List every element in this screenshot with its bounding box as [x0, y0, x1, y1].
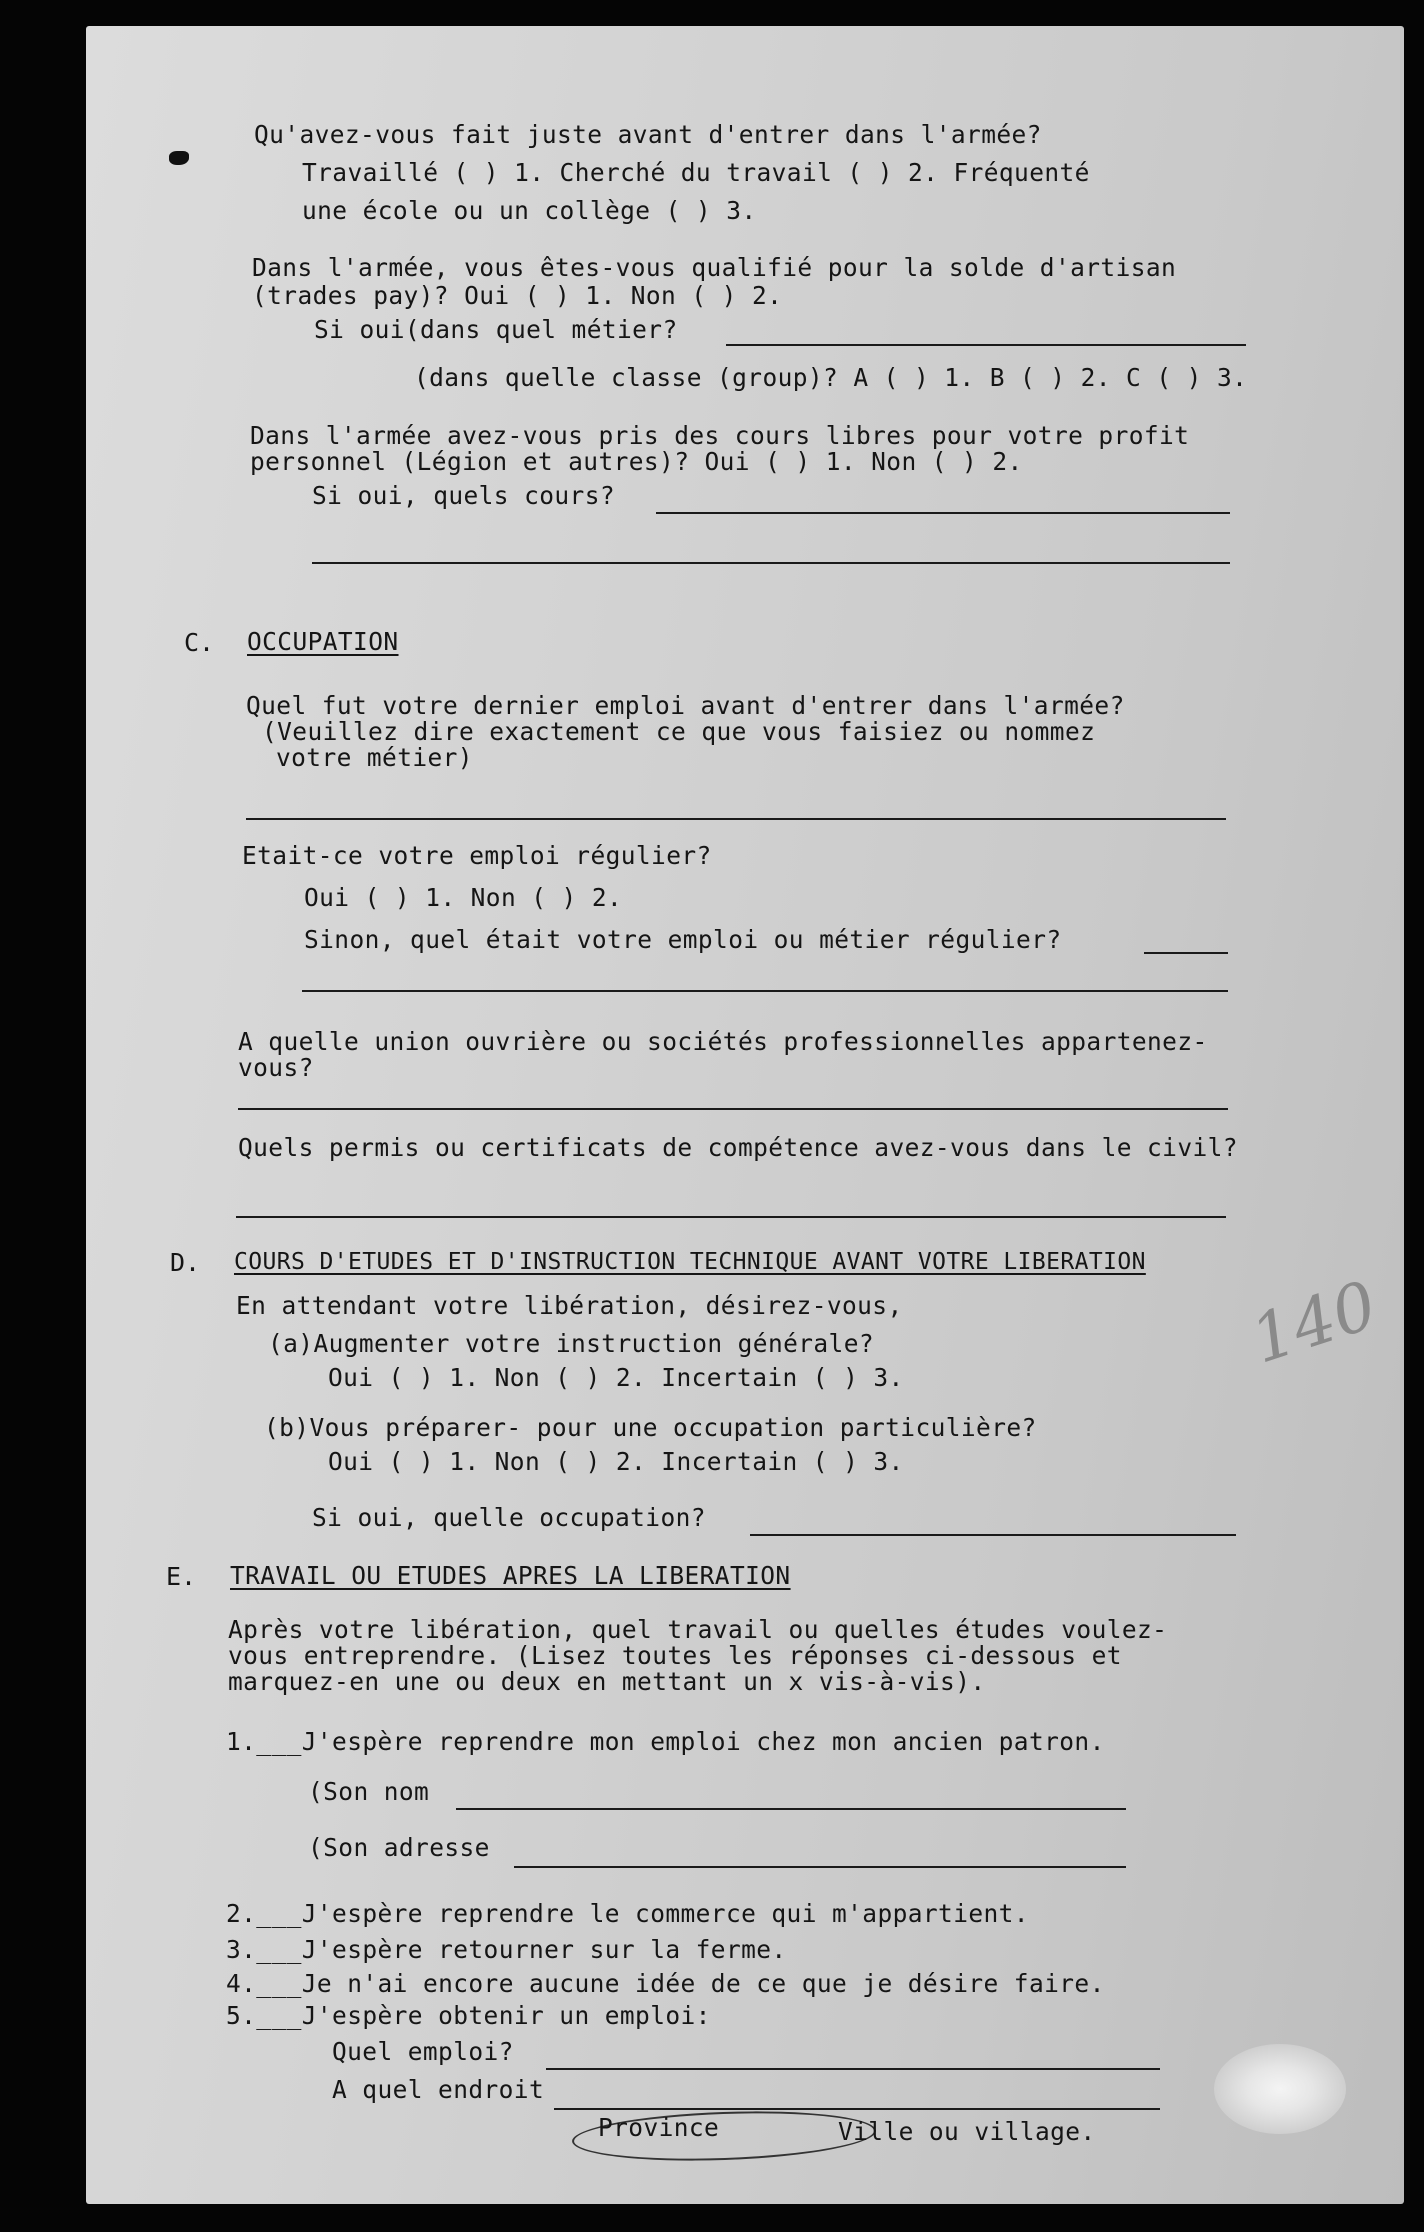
- section-e-intro-3: marquez-en une ou deux en mettant un x vis-à-vis).: [228, 1667, 986, 1696]
- q-regular-job: Etait-ce votre emploi régulier?: [242, 841, 712, 870]
- q-d-b: (b)Vous préparer- pour une occupation particulière?: [264, 1413, 1037, 1442]
- desired-location-line[interactable]: [554, 2108, 1160, 2110]
- q-trades-pay-trade: Si oui(dans quel métier?: [314, 315, 678, 344]
- permits-answer-line[interactable]: [236, 1216, 1226, 1218]
- last-job-answer-line[interactable]: [246, 818, 1226, 820]
- q-courses-line2: personnel (Légion et autres)? Oui ( ) 1. Non ( ) 2.: [250, 447, 1023, 476]
- e-option-5: 5.___J'espère obtenir un emploi:: [226, 2001, 711, 2030]
- courses-answer-line-2[interactable]: [312, 562, 1230, 564]
- form-page: [86, 26, 1404, 2204]
- section-e-letter: E.: [166, 1562, 197, 1591]
- regular-job-answer-line-1[interactable]: [1144, 952, 1228, 954]
- e-option-2: 2.___J'espère reprendre le commerce qui m'appartient.: [226, 1899, 1029, 1928]
- d-occupation-answer-line[interactable]: [750, 1534, 1236, 1536]
- town-label: Ville ou village.: [838, 2117, 1096, 2146]
- e-option-1: 1.___J'espère reprendre mon emploi chez mon ancien patron.: [226, 1727, 1105, 1756]
- q-d-b-options: Oui ( ) 1. Non ( ) 2. Incertain ( ) 3.: [328, 1447, 904, 1476]
- q-regular-if-not: Sinon, quel était votre emploi ou métier régulier?: [304, 925, 1062, 954]
- q-trades-pay-group: (dans quelle classe (group)? A ( ) 1. B ( ) 2. C ( ) 3.: [414, 363, 1248, 392]
- q-union-line2: vous?: [238, 1053, 314, 1082]
- courses-answer-line-1[interactable]: [656, 512, 1230, 514]
- q-regular-options: Oui ( ) 1. Non ( ) 2.: [304, 883, 623, 912]
- q-before-army-options-2: une école ou un collège ( ) 3.: [302, 196, 757, 225]
- e-option-1-address-label: (Son adresse: [308, 1833, 490, 1862]
- q-trades-pay-line1: Dans l'armée, vous êtes-vous qualifié pour la solde d'artisan: [252, 253, 1177, 282]
- union-answer-line[interactable]: [238, 1108, 1228, 1110]
- section-e-title: TRAVAIL OU ETUDES APRES LA LIBERATION: [230, 1561, 791, 1590]
- q-union-line1: A quelle union ouvrière ou sociétés professionnelles appartenez-: [238, 1027, 1208, 1056]
- former-employer-name-line[interactable]: [456, 1808, 1126, 1810]
- desired-job-line[interactable]: [546, 2068, 1160, 2070]
- section-c-letter: C.: [184, 628, 215, 657]
- q-d-if-yes: Si oui, quelle occupation?: [312, 1503, 706, 1532]
- former-employer-address-line[interactable]: [514, 1866, 1126, 1868]
- paper-smudge: [1214, 2044, 1346, 2134]
- trade-answer-line[interactable]: [726, 344, 1246, 346]
- handwritten-number: 140: [1242, 1266, 1386, 1379]
- q-last-job-line3: votre métier): [276, 743, 473, 772]
- section-e-intro-1: Après votre libération, quel travail ou quelles études voulez-: [228, 1615, 1168, 1644]
- section-c-title: OCCUPATION: [247, 627, 399, 656]
- q-d-a-options: Oui ( ) 1. Non ( ) 2. Incertain ( ) 3.: [328, 1363, 904, 1392]
- q-permits: Quels permis ou certificats de compétence avez-vous dans le civil?: [238, 1133, 1238, 1162]
- e-option-1-name-label: (Son nom: [308, 1777, 430, 1806]
- e-option-4: 4.___Je n'ai encore aucune idée de ce que je désire faire.: [226, 1969, 1105, 1998]
- e-option-3: 3.___J'espère retourner sur la ferme.: [226, 1935, 787, 1964]
- q-courses-if-yes: Si oui, quels cours?: [312, 481, 616, 510]
- e-option-5-where-label: A quel endroit: [332, 2075, 545, 2104]
- q-last-job-line2: (Veuillez dire exactement ce que vous faisiez ou nommez: [262, 717, 1096, 746]
- q-before-army: Qu'avez-vous fait juste avant d'entrer dans l'armée?: [254, 120, 1042, 149]
- q-before-army-options-1: Travaillé ( ) 1. Cherché du travail ( ) 2. Fréquenté: [302, 158, 1090, 187]
- q-last-job-line1: Quel fut votre dernier emploi avant d'entrer dans l'armée?: [246, 691, 1125, 720]
- q-d-a: (a)Augmenter votre instruction générale?: [268, 1329, 875, 1358]
- ink-blot: [169, 151, 189, 165]
- section-e-intro-2: vous entreprendre. (Lisez toutes les réponses ci-dessous et: [228, 1641, 1122, 1670]
- q-trades-pay-line2: (trades pay)? Oui ( ) 1. Non ( ) 2.: [252, 281, 783, 310]
- section-d-letter: D.: [170, 1248, 201, 1277]
- province-label: Province: [598, 2113, 720, 2142]
- q-courses-line1: Dans l'armée avez-vous pris des cours libres pour votre profit: [250, 421, 1190, 450]
- section-d-title: COURS D'ETUDES ET D'INSTRUCTION TECHNIQUE AVANT VOTRE LIBERATION: [234, 1249, 1146, 1275]
- regular-job-answer-line-2[interactable]: [302, 990, 1228, 992]
- section-d-intro: En attendant votre libération, désirez-vous,: [236, 1291, 903, 1320]
- e-option-5-which-label: Quel emploi?: [332, 2037, 514, 2066]
